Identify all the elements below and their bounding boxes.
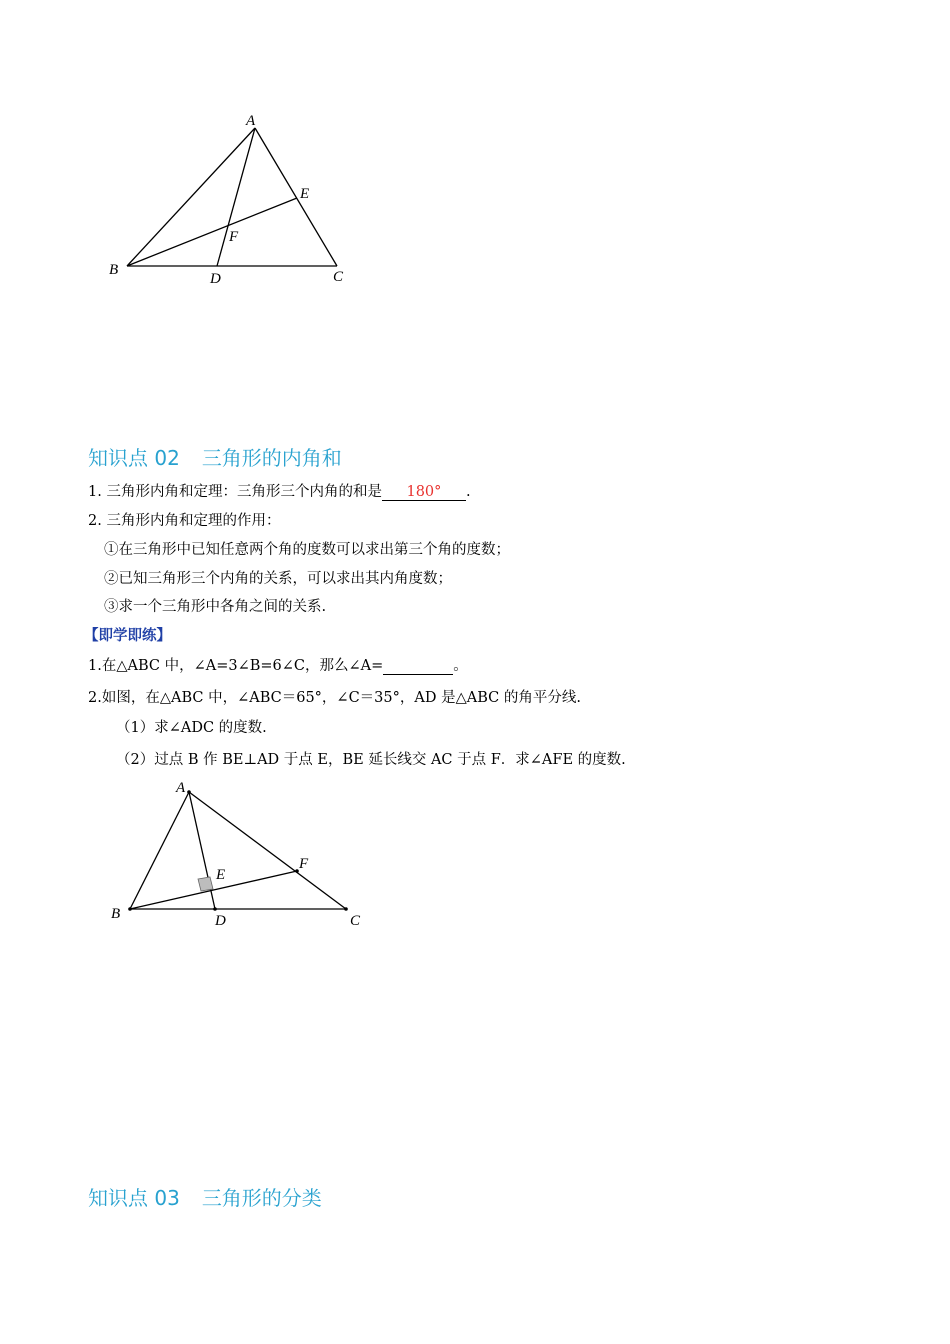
segment-ac xyxy=(189,792,346,909)
practice-label: 【即学即练】 xyxy=(84,628,171,644)
vertex-label-f: F xyxy=(229,229,239,245)
section-heading-02 xyxy=(88,442,342,471)
vertex-label-a: A xyxy=(246,113,256,129)
section-title: 三角形的分类 xyxy=(201,1186,322,1210)
question-1-blank xyxy=(383,658,453,675)
answer-text: 180° xyxy=(406,484,442,500)
section-heading-03 xyxy=(88,1182,322,1211)
triangle-figure-2 xyxy=(100,775,370,935)
theorem-use-2: ②已知三角形三个内角的关系，可以求出其内角度数； xyxy=(104,571,452,587)
right-angle-marker xyxy=(198,877,213,891)
practice-question-1: 1.在△ABC 中，∠A=3∠B=6∠C，那么∠A= 。 xyxy=(88,658,468,674)
vertex-label-d: D xyxy=(215,913,226,929)
theorem-line: 1. 三角形内角和定理：三角形三个内角的和是 180° . xyxy=(88,484,471,500)
vertex-label-a: A xyxy=(176,780,186,796)
vertex-label-f: F xyxy=(299,856,309,872)
theorem-use-1: ①在三角形中已知任意两个角的度数可以求出第三个角的度数； xyxy=(104,542,510,558)
vertex-label-b: B xyxy=(109,262,119,278)
section-title: 三角形的内角和 xyxy=(201,446,342,470)
section-number: 知识点 03 xyxy=(88,1186,180,1210)
triangle-figure-1 xyxy=(100,108,370,298)
vertex-label-c: C xyxy=(333,269,344,285)
vertex-label-b: B xyxy=(111,906,121,922)
question-2-part-2: （2）过点 B 作 BE⊥AD 于点 E，BE 延长线交 AC 于点 F．求∠AFE 的度数. xyxy=(116,752,626,768)
segment-be xyxy=(127,198,297,266)
vertex-label-d: D xyxy=(210,271,221,287)
vertex-label-c: C xyxy=(350,913,361,929)
theorem-use-3: ③求一个三角形中各角之间的关系. xyxy=(104,599,327,615)
section-number: 知识点 02 xyxy=(88,446,180,470)
theorem-use-heading: 2. 三角形内角和定理的作用： xyxy=(88,513,281,529)
vertex-label-e: E xyxy=(216,867,226,883)
segment-ad xyxy=(189,792,215,909)
practice-question-2: 2.如图，在△ABC 中，∠ABC＝65°，∠C＝35°，AD 是△ABC 的角平分线. xyxy=(88,690,581,706)
segment-ac xyxy=(255,128,337,266)
segment-ab xyxy=(130,792,189,909)
answer-blank xyxy=(382,484,466,501)
question-2-part-1: （1）求∠ADC 的度数. xyxy=(116,720,267,736)
vertex-label-e: E xyxy=(300,186,310,202)
